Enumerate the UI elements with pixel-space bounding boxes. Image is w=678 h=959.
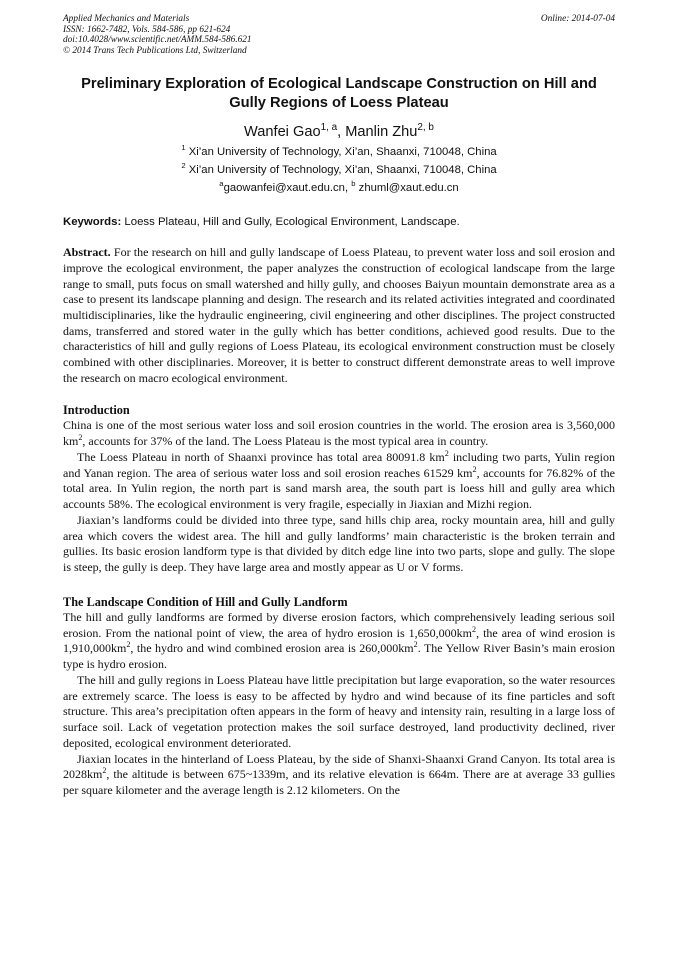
intro-paragraph-2 <box>63 450 615 513</box>
author-1-sup: 1, a <box>320 122 338 134</box>
landscape-p3-sup-1: 2 <box>102 766 107 776</box>
intro-p2-sup-2: 2 <box>472 464 477 474</box>
abstract <box>63 245 615 386</box>
landscape-p1-text-2: , the area of wind erosion is 1,910,000km <box>63 625 615 656</box>
intro-p2-text-3: , accounts for 76.82% of the total area. In Yulin region, the north part is sand marsh area, the south part is loess hill and gully area which accounts 58%. The ecological environment is very fragile, especially in Jiaxian and Mizhi region. <box>63 465 615 512</box>
abstract-text: For the research on hill and gully landscape of Loess Plateau, to prevent water loss and soil erosion and improve the ecological environment, the paper analyzes the construction of ecological landscape from the large range to small, puts focus on small watershed and hilly gully, and chooses Baiyun mountain demonstrate area as a case to present its landscape planning and design. The research and its related activities integrated and coordinated multidisciplinaries, like the hydraulic engineering, civil engineering and other disciplines. The project constructed dams, transferred and stored water in the gully which has better conditions, achieved good results. Due to the characteristics of hill and gully regions of Loess Plateau, its ecological environment construction must be closely combined with other disciplinaries. Moreover, it is better to construct different demonstrate areas to well improve the research on macro ecological environment. <box>63 245 615 385</box>
affiliation-2 <box>63 163 615 177</box>
landscape-p3-text-1: Jiaxian locates in the hinterland of Loess Plateau, by the side of Shanxi-Shaanxi Grand Canyon. Its total area is 2028km <box>63 751 615 782</box>
online-date: Online: 2014-07-04 <box>540 14 615 24</box>
affiliation-1 <box>63 145 615 159</box>
affiliation-2-number: 2 <box>181 161 186 171</box>
author-separator: , <box>337 124 346 141</box>
doi-line: doi:10.4028/www.scientific.net/AMM.584-586.621 <box>63 35 252 46</box>
author-2-sup: 2, b <box>417 122 434 134</box>
abstract-label: Abstract. <box>63 245 111 260</box>
intro-p1-text-1: China is one of the most serious water loss and soil erosion countries in the world. The erosion area is 3,560,000 km <box>63 418 615 449</box>
intro-p1-sup-1: 2 <box>78 433 83 443</box>
email-a: gaowanfei@xaut.edu.cn, <box>223 182 352 195</box>
intro-p2-text-1: The Loess Plateau in north of Shaanxi province has total area 80091.8 km <box>77 449 445 464</box>
paper-title: Preliminary Exploration of Ecological Landscape Construction on Hill and Gully Regions of Loess Plateau <box>81 76 597 112</box>
copyright-line: © 2014 Trans Tech Publications Ltd, Switzerland <box>63 45 247 56</box>
email-a-sup: a <box>219 179 224 189</box>
affiliation-1-number: 1 <box>181 143 186 153</box>
affiliation-1-text: Xi’an University of Technology, Xi’an, Shaanxi, 710048, China <box>188 146 497 159</box>
journal-name: Applied Mechanics and Materials <box>63 14 190 24</box>
section-heading-introduction: Introduction <box>63 403 130 418</box>
intro-paragraph-1 <box>63 418 615 450</box>
email-b-sup: b <box>351 179 356 189</box>
email-line <box>63 181 615 195</box>
landscape-p1-sup-3: 2 <box>413 640 418 650</box>
intro-p2-sup-1: 2 <box>444 448 449 458</box>
landscape-paragraph-1 <box>63 610 615 673</box>
intro-p1-text-2: , accounts for 37% of the land. The Loess Plateau is the most typical area in country. <box>82 434 489 449</box>
landscape-p3-text-2: , the altitude is between 675~1339m, and its relative elevation is 664m. There are at average 33 gullies per square kilometer and the average length is 2.12 kilometers. On the <box>63 767 615 798</box>
paper-page <box>63 14 615 799</box>
author-1-name: Wanfei Gao <box>244 124 321 141</box>
affiliation-2-text: Xi’an University of Technology, Xi’an, Shaanxi, 710048, China <box>188 164 497 177</box>
keywords-label: Keywords: <box>63 216 122 229</box>
keywords-text: Loess Plateau, Hill and Gully, Ecological Environment, Landscape. <box>121 216 460 229</box>
landscape-p1-sup-1: 2 <box>472 624 477 634</box>
email-b: zhuml@xaut.edu.cn <box>355 182 459 195</box>
section-heading-landscape: The Landscape Condition of Hill and Gully Landform <box>63 594 348 609</box>
author-2-name: Manlin Zhu <box>345 124 418 141</box>
landscape-p1-text-1: The hill and gully landforms are formed by diverse erosion factors, which comprehensively leading serious soil erosion. From the national point of view, the area of hydro erosion is 1,650,000km <box>63 609 615 640</box>
intro-paragraph-3: Jiaxian’s landforms could be divided into three type, sand hills chip area, rocky mountain area, hill and gully area which covers the widest area. The hill and gully landforms’ main characteristic is the broken terrain and gullies. Its basic erosion landform type is that divided by ditch edge line into two parts, slope and gully. The slope is steep, the gully is deep. They have large area and mostly appear as U or V forms. <box>63 512 615 575</box>
landscape-p1-text-3: , the hydro and wind combined erosion area is 260,000km <box>130 641 414 656</box>
keywords <box>63 215 615 229</box>
landscape-paragraph-3 <box>63 752 615 799</box>
landscape-paragraph-2: The hill and gully regions in Loess Plateau have little precipitation but large evaporation, so the water resources are extremely scarce. The loess is easy to be affected by hydro and wind because of its fine particles and soft structure. This area’s precipitation often appears in the form of heavy and intensity rain, resulting in a large loss of surface soil. Lack of vegetation protection makes the soil surface destroyed, land productivity declined, river deposited, ecological environment deteriorated. <box>63 672 615 750</box>
journal-header <box>63 14 615 56</box>
intro-p2-text-2: including two parts, Yulin region and Yanan region. The area of serious water loss and soil erosion reaches 61529 km <box>63 449 615 480</box>
author-line <box>63 123 615 141</box>
issn-line: ISSN: 1662-7482, Vols. 584-586, pp 621-624 <box>63 24 231 35</box>
landscape-p1-text-4: . The Yellow River Basin’s main erosion type is hydro erosion. <box>63 641 616 672</box>
landscape-p1-sup-2: 2 <box>126 640 131 650</box>
